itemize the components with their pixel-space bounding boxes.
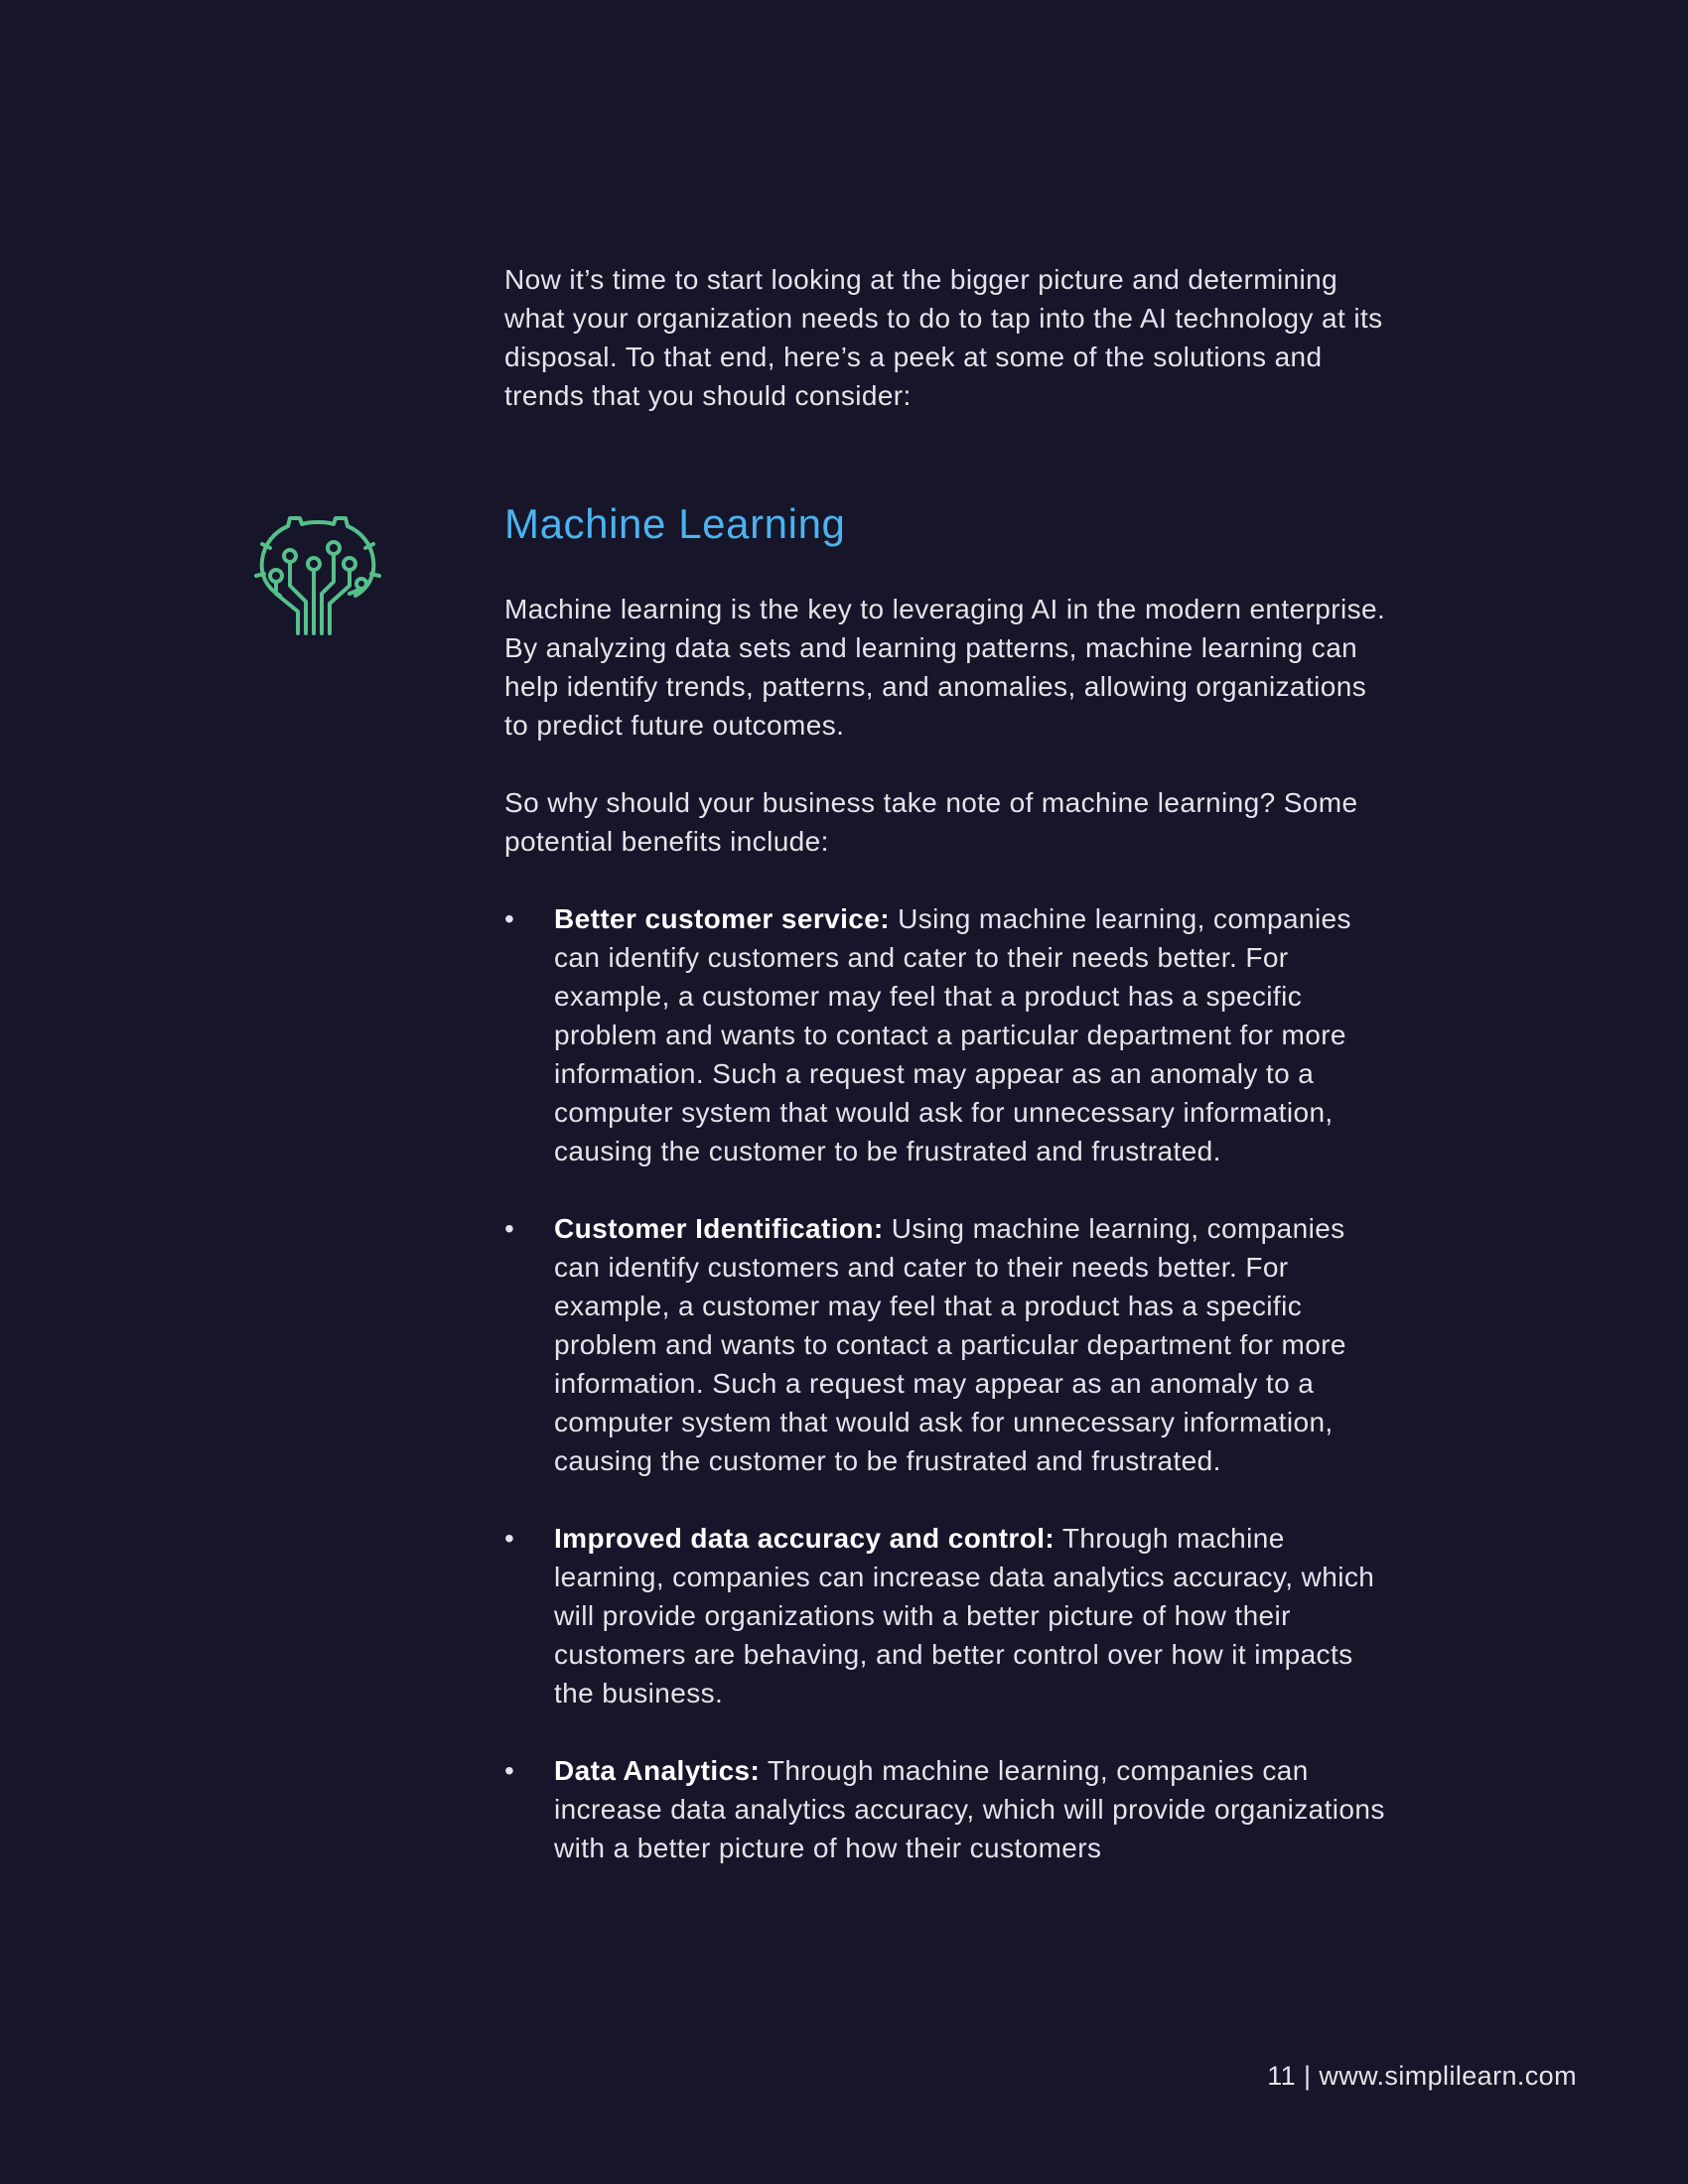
section-body xyxy=(504,590,1398,1906)
benefit-term: Improved data accuracy and control: xyxy=(554,1523,1055,1554)
benefit-text: Using machine learning, companies can identify customers and cater to their needs better. For example, a customer may feel that a product has a specific problem and wants to contact a particular department for more information. Such a request may appear as an anomaly to a computer system that would ask for unnecessary information, causing the customer to be frustrated and frustrated. xyxy=(554,903,1351,1166)
benefit-text: Through machine learning, companies can increase data analytics accuracy, which will provide organizations with a better picture of how their customers xyxy=(554,1755,1385,1863)
section-paragraph-1: Machine learning is the key to leveraging AI in the modern enterprise. By analyzing data sets and learning patterns, machine learning can help identify trends, patterns, and anomalies, allowing organizations to predict future outcomes. xyxy=(504,594,1386,741)
benefit-term: Customer Identification: xyxy=(554,1213,884,1244)
benefit-item xyxy=(504,1209,1398,1480)
benefit-item xyxy=(504,1519,1398,1712)
bullet-marker: • xyxy=(504,1755,515,1786)
benefit-text: Using machine learning, companies can identify customers and cater to their needs better. For example, a customer may feel that a product has a specific problem and wants to contact a particular department for more information. Such a request may appear as an anomaly to a computer system that would ask for unnecessary information, causing the customer to be frustrated and frustrated. xyxy=(554,1213,1346,1476)
benefit-term: Data Analytics: xyxy=(554,1755,761,1786)
section-heading: Machine Learning xyxy=(504,500,846,547)
footer-url[interactable]: www.simplilearn.com xyxy=(1319,2061,1577,2091)
benefit-text: Through machine learning, companies can increase data analytics accuracy, which will provide organizations with a better picture of how their customers are behaving, and better control over how it impacts the business. xyxy=(554,1523,1375,1708)
page-number: 11 xyxy=(1267,2061,1297,2091)
benefit-item xyxy=(504,899,1398,1170)
circuit-tree-icon xyxy=(250,504,385,639)
benefits-list xyxy=(504,899,1398,1867)
page-footer xyxy=(1267,2061,1577,2092)
bullet-marker: • xyxy=(504,903,515,934)
bullet-marker: • xyxy=(504,1523,515,1554)
footer-separator: | xyxy=(1296,2061,1320,2091)
bullet-marker: • xyxy=(504,1213,515,1244)
benefit-term: Better customer service: xyxy=(554,903,890,934)
benefit-item xyxy=(504,1751,1398,1867)
intro-paragraph: Now it’s time to start looking at the bigger picture and determining what your organization needs to do to tap into the AI technology at its disposal. To that end, here’s a peek at some of the solutions and trends that you should consider: xyxy=(504,264,1383,411)
section-paragraph-2: So why should your business take note of machine learning? Some potential benefits include: xyxy=(504,787,1358,857)
